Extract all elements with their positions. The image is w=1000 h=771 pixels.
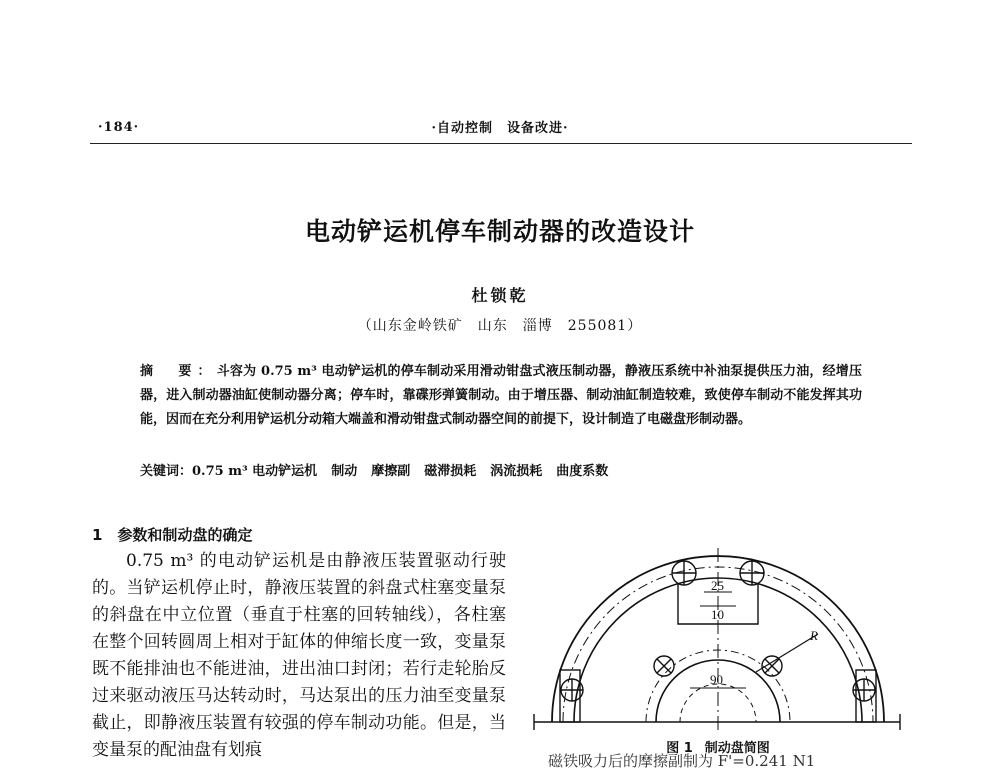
affiliation: （山东金岭铁矿 山东 淄博 255081）: [357, 318, 643, 334]
keyword: 曲度系数: [556, 464, 609, 479]
dim-label-90: 90: [710, 672, 723, 687]
keyword: 制动: [331, 464, 358, 479]
brake-disc-diagram: [528, 540, 908, 740]
figure-caption-text: 制动盘简图: [704, 741, 770, 756]
section-heading: 1 参数和制动盘的确定: [92, 526, 253, 544]
keywords: [140, 460, 862, 479]
body-paragraph: 0.75 m³ 的电动铲运机是由静液压装置驱动行驶的。当铲运机停止时，静液压装置的斜盘式柱塞变量泵的斜盘在中立位置（垂直于柱塞的回转轴线），各柱塞在整个回转圆周上相对于缸体的伸缩长度一致，变量泵既不能排油也不能进油，进出油口封闭；若行走轮胎反过来驱动液压马达转动时，马达泵出的压力油至变量泵截止，即静液压装置有较强的停车制动功能。但是，当变量泵的配油盘有划痕: [92, 551, 506, 760]
keyword: 磁滞损耗: [424, 464, 477, 479]
keyword: 涡流损耗: [490, 464, 543, 479]
keywords-label: 关键词：: [140, 464, 193, 479]
figure-number: 图 1: [666, 741, 693, 756]
radius-leader: [756, 634, 818, 672]
keyword: 0.75 m³ 电动铲运机: [192, 464, 318, 479]
figure-brake-disc: [528, 540, 908, 740]
abstract-text: 斗容为 0.75 m³ 电动铲运机的停车制动采用滑动钳盘式液压制动器，静液压系统中补油泵提供压力油，经增压器，进入制动器油缸使制动器分离；停车时，靠碟形弹簧制动。由于增压器、制动油缸制造较难，致使停车制动不能发挥其功能，因而在充分利用铲运机分动箱大端盖和滑动钳盘式制动器空间的前提下，设计制造了电磁盘形制动器。: [140, 364, 862, 427]
keyword: 摩擦副: [371, 464, 411, 479]
page-number: ·184·: [98, 120, 140, 135]
radius-label: R: [810, 628, 818, 643]
right-column-text: 磁铁吸力后的摩擦副制为 F'=0.241 N1: [548, 752, 816, 770]
article-title: 电动铲运机停车制动器的改造设计: [304, 217, 695, 246]
abstract-label: 摘 要：: [140, 364, 217, 379]
journal-section: ·自动控制 设备改进·: [431, 121, 569, 136]
author: 杜锁乾: [471, 286, 529, 305]
dim-label-10: 10: [711, 607, 724, 622]
dim-label-25: 25: [711, 578, 724, 593]
body-text: [92, 548, 506, 764]
header-rule: [90, 143, 912, 144]
abstract: [140, 360, 862, 432]
